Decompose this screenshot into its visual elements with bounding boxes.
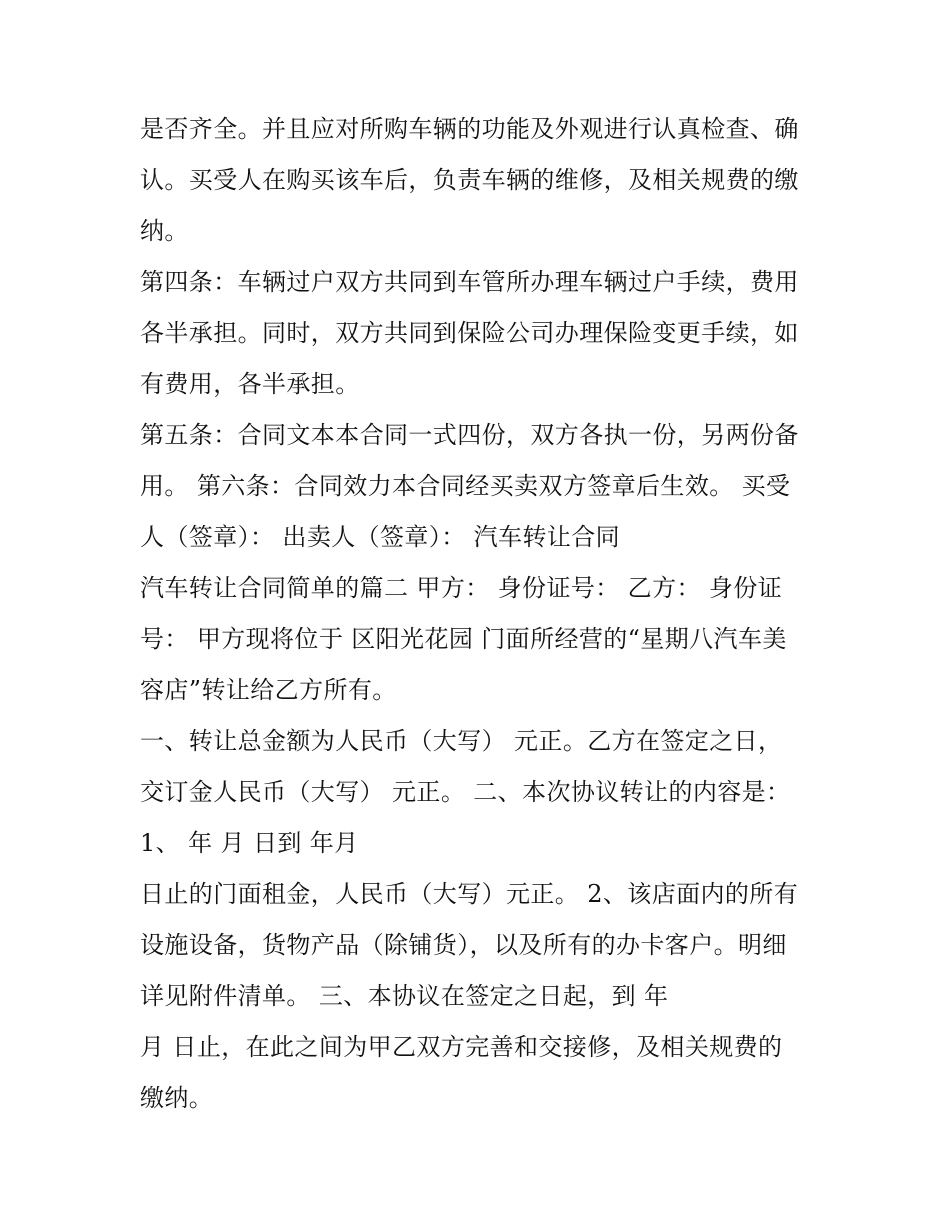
text-line: 交订金人民币（大写） 元正。 二、本次协议转让的内容是： (140, 778, 791, 806)
text-line: 设施设备，货物产品（除铺货），以及所有的办卡客户。明细 (140, 931, 787, 959)
text-line: 第五条：合同文本本合同一式四份，双方各执一份，另两份备 (140, 421, 799, 449)
text-line: 是否齐全。并且应对所购车辆的功能及外观进行认真检查、确 (140, 115, 799, 143)
text-line: 各半承担。同时，双方共同到保险公司办理保险变更手续，如 (140, 319, 799, 347)
text-line: 月 日止，在此之间为甲乙双方完善和交接修，及相关规费的 (140, 1033, 783, 1061)
text-line: 有费用，各半承担。 (140, 370, 360, 398)
text-line: 纳。 (140, 217, 189, 245)
text-line: 缴纳。 (140, 1084, 214, 1112)
text-line: 认。买受人在购买该车后，负责车辆的维修，及相关规费的缴 (140, 166, 799, 194)
text-line: 号： 甲方现将位于 区阳光花园 门面所经营的“星期八汽车美 (140, 625, 787, 653)
text-line: 详见附件清单。 三、本协议在签定之日起，到 年 (140, 982, 669, 1010)
text-line: 容店”转让给乙方所有。 (140, 676, 397, 704)
text-line: 用。 第六条：合同效力本合同经买卖双方签章后生效。 买受 (140, 472, 791, 500)
text-line: 1、 年 月 日到 年月 (140, 829, 359, 857)
text-line: 人（签章）： 出卖人（签章）： 汽车转让合同 (140, 523, 621, 551)
text-line: 日止的门面租金，人民币（大写）元正。 2、该店面内的所有 (140, 880, 799, 908)
text-line: 汽车转让合同简单的篇二 甲方： 身份证号： 乙方： 身份证 (140, 574, 783, 602)
text-line: 第四条：车辆过户双方共同到车管所办理车辆过户手续，费用 (140, 268, 799, 296)
document-body (140, 104, 820, 1124)
text-line: 一、转让总金额为人民币（大写） 元正。乙方在签定之日， (140, 727, 783, 755)
